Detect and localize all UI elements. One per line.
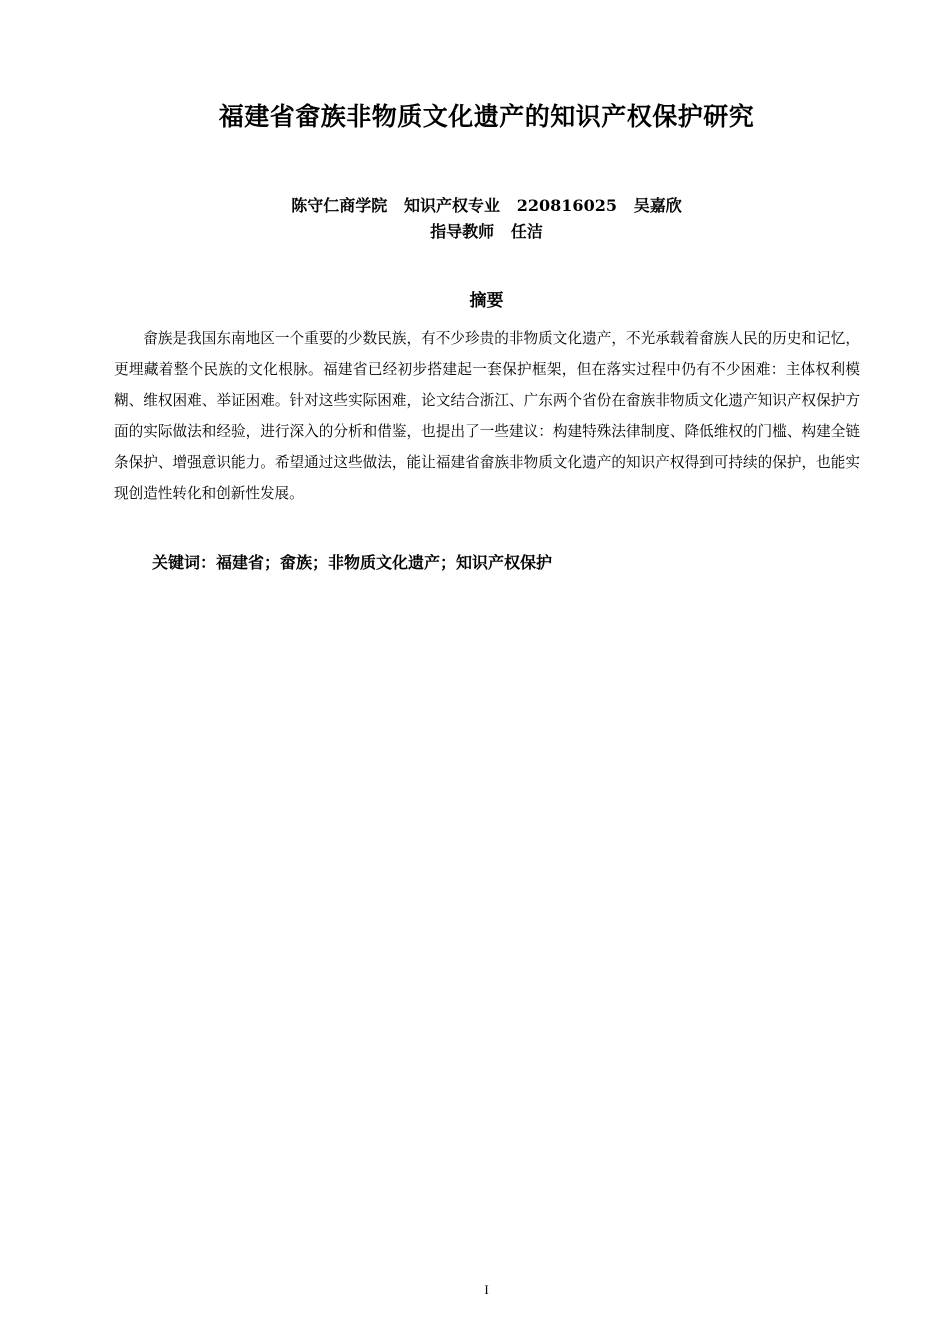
abstract-body: 畲族是我国东南地区一个重要的少数民族，有不少珍贵的非物质文化遗产，不光承载着畲族人民的历史和记忆，更埋藏着整个民族的文化根脉。福建省已经初步搭建起一套保护框架，但在落实过程中仍有不少困难：主体权利模糊、维权困难、举证困难。针对这些实际困难，论文结合浙江、广东两个省份在畲族非物质文化遗产知识产权保护方面的实际做法和经验，进行深入的分析和借鉴，也提出了一些建议：构建特殊法律制度、降低维权的门槛、构建全链条保护、增强意识能力。希望通过这些做法，能让福建省畲族非物质文化遗产的知识产权得到可持续的保护，也能实现创造性转化和创新性发展。 (114, 330, 860, 502)
separator-space (617, 196, 634, 215)
advisor-info-line (0, 220, 950, 244)
advisor-name: 任洁 (510, 222, 543, 241)
author-name: 吴嘉欣 (633, 196, 682, 215)
student-id: 220816025 (516, 196, 617, 215)
major-name: 知识产权专业 (404, 196, 501, 215)
separator-space (387, 196, 404, 215)
separator-space (494, 222, 511, 241)
keywords-line: 关键词：福建省；畲族；非物质文化遗产；知识产权保护 (152, 553, 553, 572)
school-name: 陈守仁商学院 (291, 196, 388, 215)
paper-title: 福建省畲族非物质文化遗产的知识产权保护研究 (218, 102, 755, 131)
abstract-heading: 摘要 (469, 291, 504, 311)
page-number: I (484, 1282, 489, 1297)
advisor-label: 指导教师 (430, 222, 495, 241)
separator-space (500, 196, 517, 215)
author-info-line (0, 194, 950, 218)
